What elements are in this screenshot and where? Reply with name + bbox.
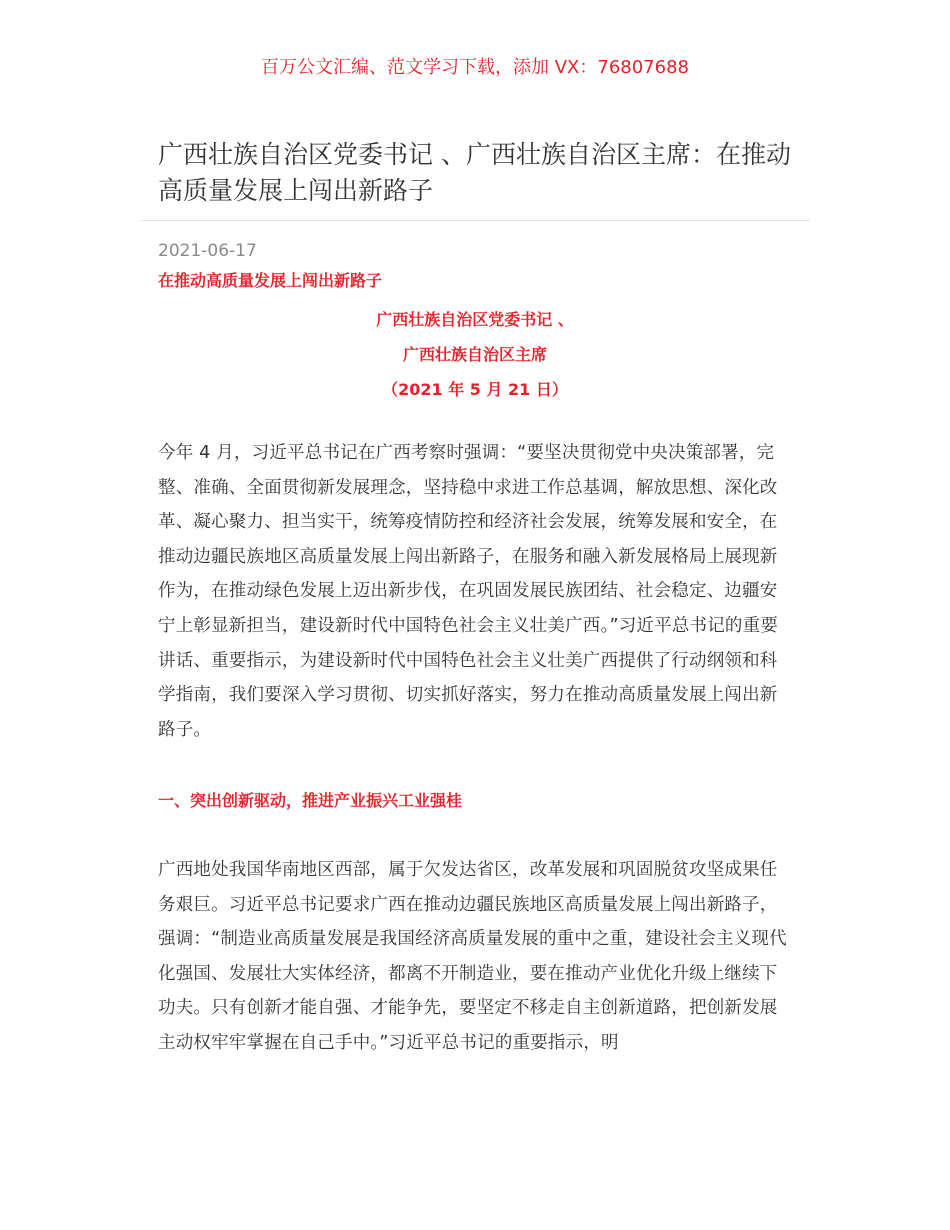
section-heading-1: 一、突出创新驱动，推进产业振兴工业强桂 bbox=[158, 791, 463, 810]
body-paragraph-2: 广西地处我国华南地区西部，属于欠发达省区，改革发展和巩固脱贫攻坚成果任务艰巨。习近平总书记要求广西在推动边疆民族地区高质量发展上闯出新路子，强调：“制造业高质量发展是我国经济高质量发展的重中之重，建设社会主义现代化强国、发展壮大实体经济，都离不开制造业，要在推动产业优化升级上继续下功夫。只有创新才能自强、才能争先，要坚定不移走自主创新道路，把创新发展主动权牢牢掌握在自己手中。”习近平总书记的重要指示，明 bbox=[158, 860, 787, 1053]
author-title-line1: 广西壮族自治区党委书记 、 bbox=[376, 310, 574, 329]
publish-date: 2021-06-17 bbox=[158, 241, 257, 261]
author-block bbox=[158, 305, 792, 410]
watermark-banner: 百万公文汇编、范文学习下载，添加 VX：76807688 bbox=[261, 57, 689, 78]
title-divider bbox=[140, 220, 810, 221]
article-title: 广西壮族自治区党委书记 、广西壮族自治区主席：在推动高质量发展上闯出新路子 bbox=[158, 140, 791, 205]
body-paragraph-1: 今年 4 月，习近平总书记在广西考察时强调：“要坚决贯彻党中央决策部署，完整、准确、全面贯彻新发展理念，坚持稳中求进工作总基调，解放思想、深化改革、凝心聚力、担当实干，统筹疫情防控和经济社会发展，统筹发展和安全，在推动边疆民族地区高质量发展上闯出新路子，在服务和融入新发展格局上展现新作为，在推动绿色发展上迈出新步伐，在巩固发展民族团结、社会稳定、边疆安宁上彰显新担当，建设新时代中国特色社会主义壮美广西。”习近平总书记的重要讲话、重要指示，为建设新时代中国特色社会主义壮美广西提供了行动纲领和科学指南，我们要深入学习贯彻、切实抓好落实，努力在推动高质量发展上闯出新路子。 bbox=[158, 443, 779, 740]
author-date: （2021 年 5 月 21 日） bbox=[382, 380, 568, 399]
article-subtitle: 在推动高质量发展上闯出新路子 bbox=[158, 271, 383, 290]
author-title-line2: 广西壮族自治区主席 bbox=[402, 345, 547, 364]
